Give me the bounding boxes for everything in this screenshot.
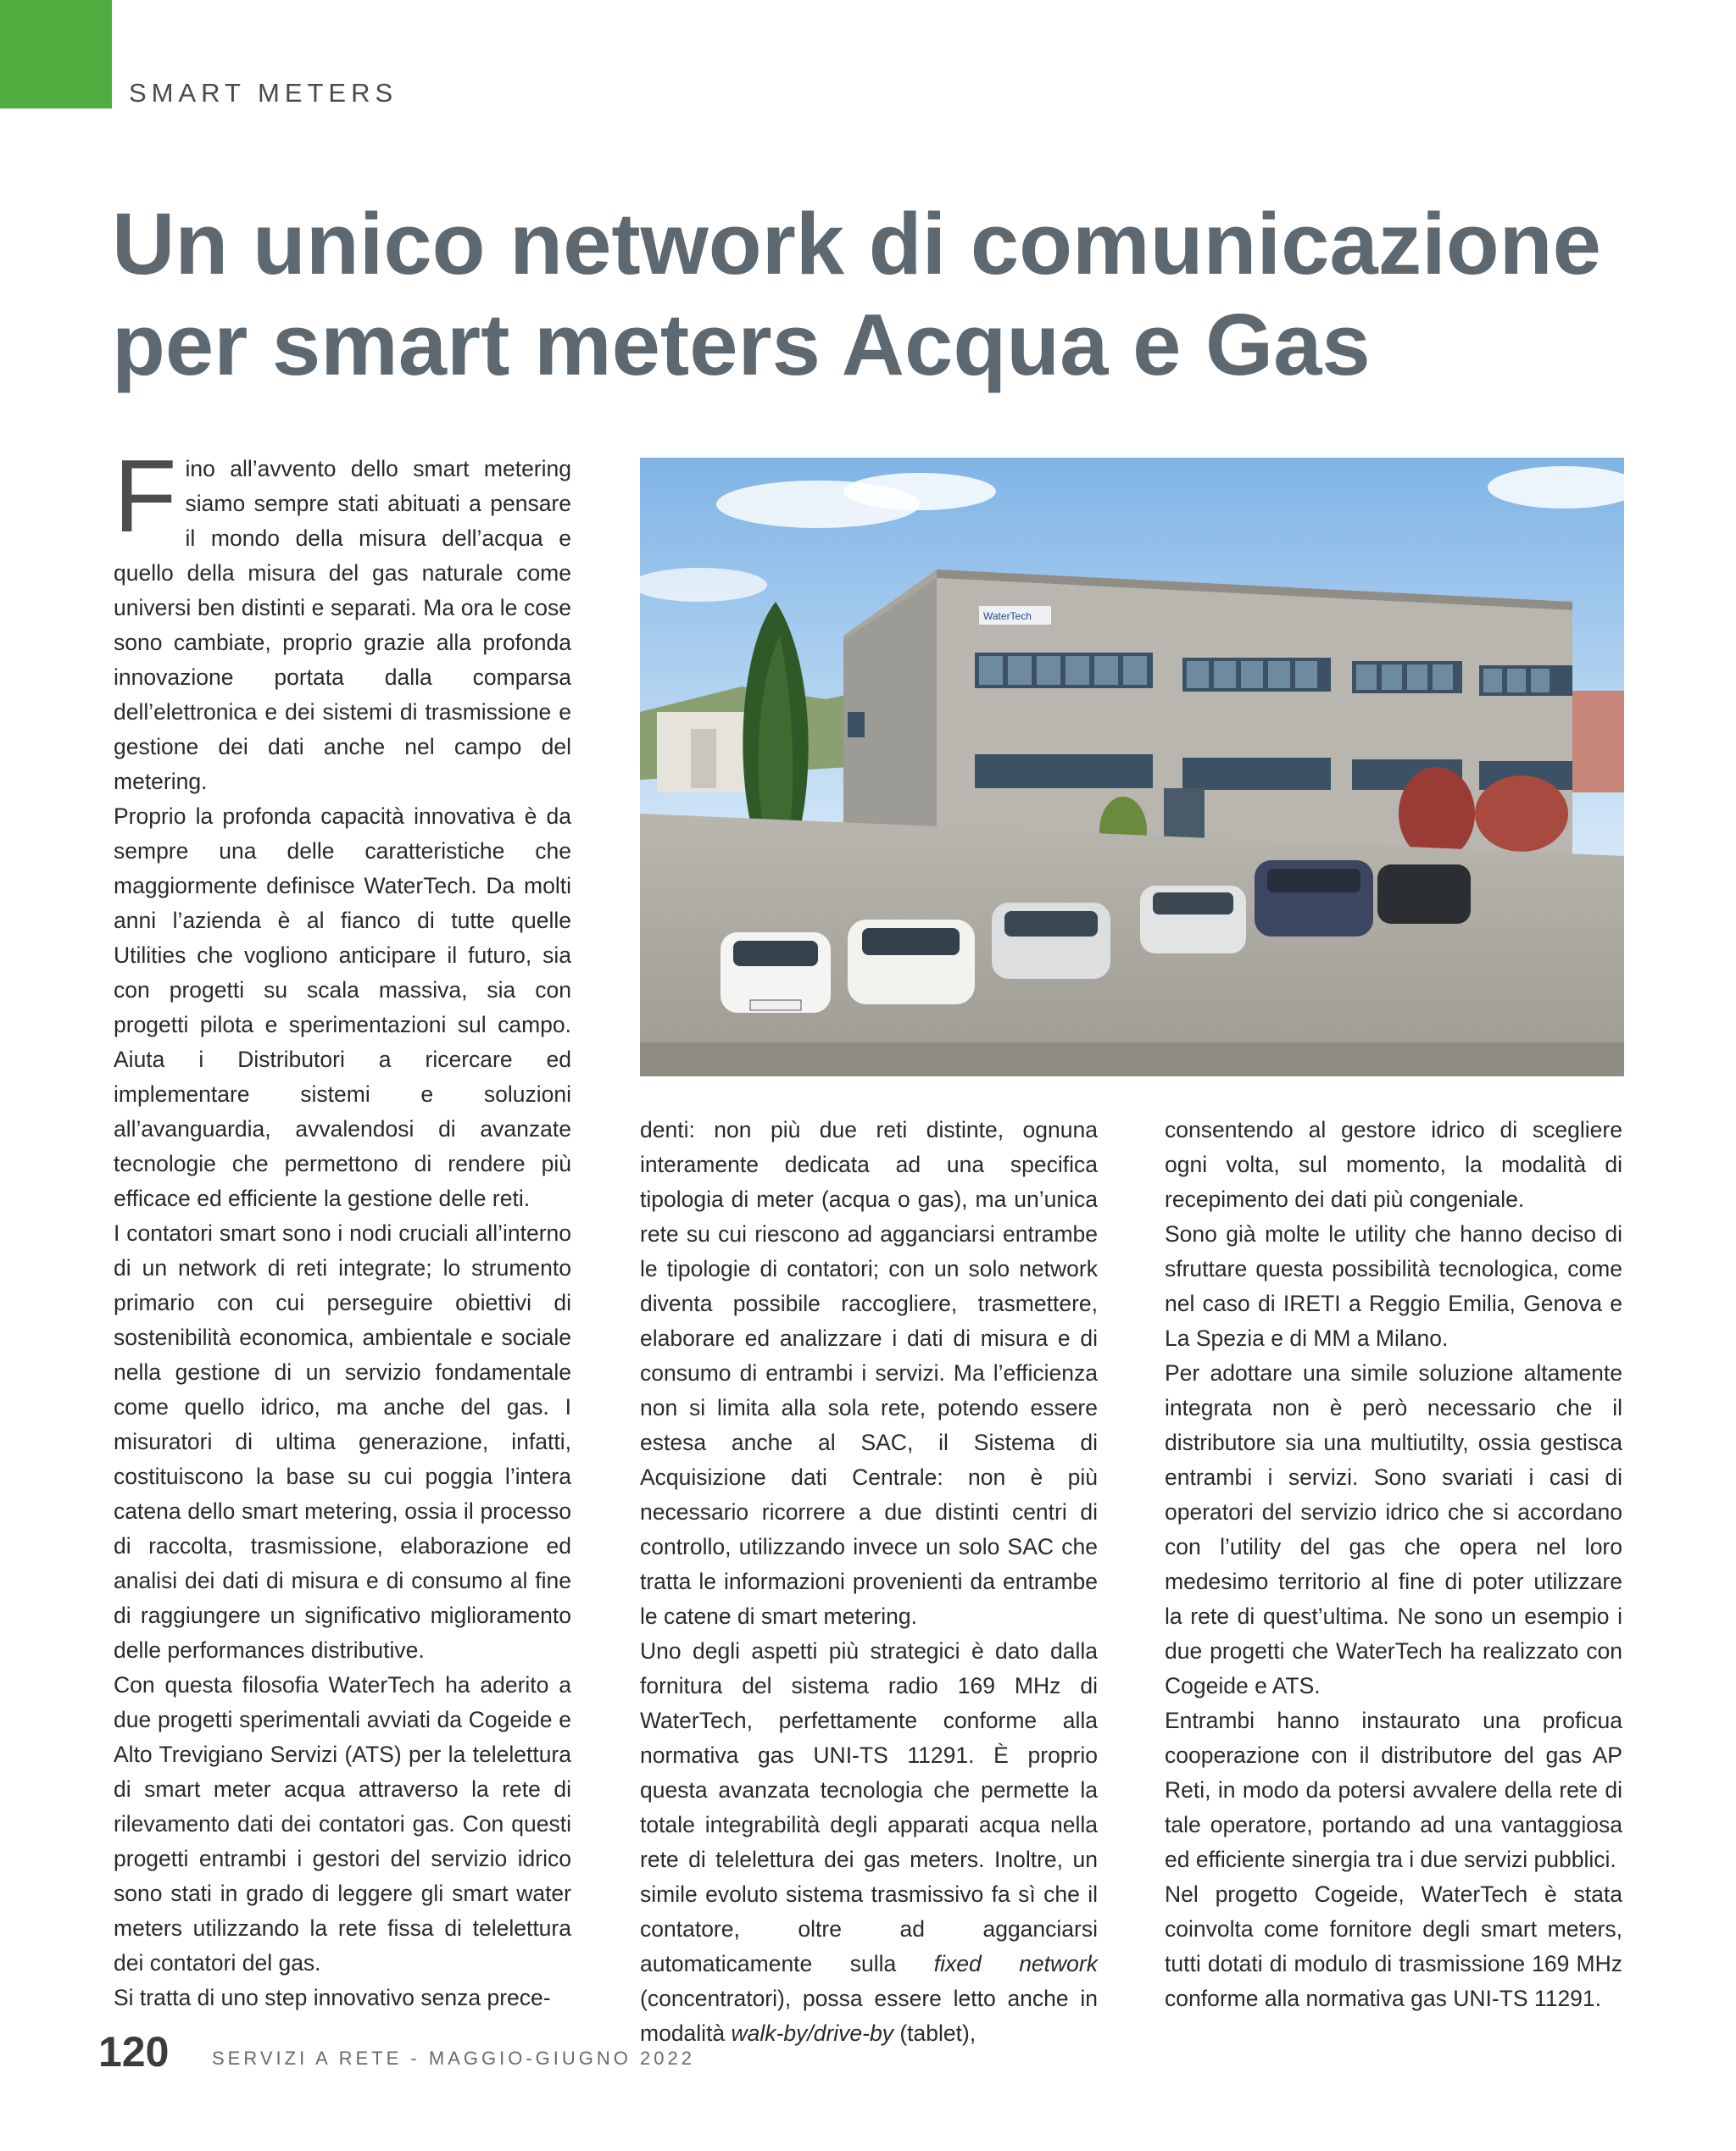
article-title-line-1: Un unico network di comunicazione bbox=[112, 195, 1601, 292]
paragraph: I contatori smart sono i nodi cruciali all’interno di un network di reti integrate; lo strumento primario con cui perseguire obiettivi di sostenibilità economica, ambientale e sociale nella gestione di un servizio fondamentale come quello idrico, ma anche del gas. I misuratori di ultima generazione, infatti, costituiscono la base su cui poggia l’intera catena dello smart metering, ossia il processo di raccolta, trasmissione, elaborazione ed analisi dei dati di misura e di consumo al fine di raggiungere un significativo miglioramento delle performances distributive. bbox=[114, 1220, 571, 1663]
section-label: SMART METERS bbox=[129, 78, 398, 108]
building-sign-text: WaterTech bbox=[983, 610, 1032, 622]
page-number: 120 bbox=[98, 2028, 170, 2076]
text-column-1 bbox=[114, 438, 571, 2015]
paragraph: Uno degli aspetti più strategici è dato dalla fornitura del sistema radio 169 MHz di WaterTech, perfettamente conforme alla normativa gas UNI-TS 11291. È proprio questa avanzata tecnologia che permette la totale integrabilità degli apparati acqua nella rete di telelettura dei gas meters. Inoltre, un simile evoluto sistema trasmissivo fa sì che il contatore, oltre ad agganciarsi automaticamente sulla fixed network (concentratori), possa essere letto anche in modalità walk-by/drive-by (tablet), bbox=[640, 1638, 1098, 2046]
drop-cap: F bbox=[114, 438, 177, 553]
publication-footer: SERVIZI A RETE - MAGGIO-GIUGNO 2022 bbox=[212, 2048, 695, 2069]
paragraph: Sono già molte le utility che hanno deciso di sfruttare questa possibilità tecnologica, come nel caso di IRETI a Reggio Emilia, Genova e La Spezia e di MM a Milano. bbox=[1165, 1221, 1622, 1351]
paragraph: Con questa filosofia WaterTech ha aderito a due progetti sperimentali avviati da Cogeide e Alto Trevigiano Servizi (ATS) per la telelettura di smart meter acqua attraverso la rete di rilevamento dati dei contatori gas. Con questi progetti entrambi i gestori del servizio idrico sono stati in grado di leggere gli smart water meters utilizzando la rete fissa di telelettura dei contatori del gas. bbox=[114, 1672, 571, 1976]
paragraph: Proprio la profonda capacità innovativa è da sempre una delle caratteristiche che maggiormente definisce WaterTech. Da molti anni l’azienda è al fianco di tutte quelle Utilities che vogliono anticipare il futuro, sia con progetti su scala massiva, sia con progetti pilota e sperimentazioni sul campo. Aiuta i Distributori a ricercare ed implementare sistemi e soluzioni all’avanguardia, avvalendosi di avanzate tecnologie che permettono di rendere più efficace ed efficiente la gestione delle reti. bbox=[114, 803, 571, 1211]
paragraph: Entrambi hanno instaurato una proficua cooperazione con il distributore del gas AP Reti, in modo da potersi avvalere della rete di tale operatore, portando ad una vantaggiosa ed efficiente sinergia tra i due servizi pubblici. bbox=[1165, 1708, 1622, 1872]
section-color-tab bbox=[0, 0, 112, 108]
paragraph: Nel progetto Cogeide, WaterTech è stata coinvolta come fornitore degli smart meters, tutti dotati di modulo di trasmissione 169 MHz conforme alla normativa gas UNI-TS 11291. bbox=[1165, 1881, 1622, 2011]
article-title-line-2: per smart meters Acqua e Gas bbox=[112, 296, 1371, 393]
paragraph: Per adottare una simile soluzione altamente integrata non è però necessario che il distributore sia una multiutilty, ossia gestisca entrambi i servizi. Sono svariati i casi di operatori del servizio idrico che si accordano con l’utility del gas che opera nel loro medesimo territorio al fine di poter utilizzare la rete di quest’ultima. Ne sono un esempio i due progetti che WaterTech ha realizzato con Cogeide e ATS. bbox=[1165, 1360, 1622, 1698]
paragraph: consentendo al gestore idrico di scegliere ogni volta, sul momento, la modalità di recepimento dei dati più congeniale. bbox=[1165, 1117, 1622, 1212]
paragraph: Si tratta di uno step innovativo senza prece- bbox=[114, 1985, 551, 2010]
building-photo-illustration bbox=[640, 458, 1624, 1076]
article-title bbox=[112, 193, 1680, 395]
paragraph: Fino all’avvento dello smart metering siamo sempre stati abituati a pensare il mondo della misura dell’acqua e quello della misura del gas naturale come universi ben distinti e separati. Ma ora le cose sono cambiate, proprio grazie alla profonda innovazione portata dalla comparsa dell’elettronica e dei sistemi di trasmissione e gestione dei dati anche nel campo del metering. bbox=[114, 438, 571, 794]
emphasis-fixed-network: fixed network bbox=[933, 1951, 1098, 1976]
building-photo bbox=[640, 458, 1624, 1076]
text-column-2 bbox=[640, 1113, 1098, 2051]
text-column-3 bbox=[1165, 1113, 1622, 2016]
paragraph: denti: non più due reti distinte, ognuna interamente dedicata ad una specifica tipologia di meter (acqua o gas), ma un’unica rete su cui riescono ad agganciarsi entrambe le tipologie di contatori; con un solo network diventa possibile raccogliere, trasmettere, elaborare ed analizzare i dati di misura e di consumo di entrambi i servizi. Ma l’efficienza non si limita alla sola rete, potendo essere estesa anche al SAC, il Sistema di Acquisizione dati Centrale: non è più necessario ricorrere a due distinti centri di controllo, utilizzando invece un solo SAC che tratta le informazioni provenienti da entrambe le catene di smart metering. bbox=[640, 1117, 1098, 1629]
emphasis-walk-by: walk-by/drive-by bbox=[731, 2020, 893, 2046]
